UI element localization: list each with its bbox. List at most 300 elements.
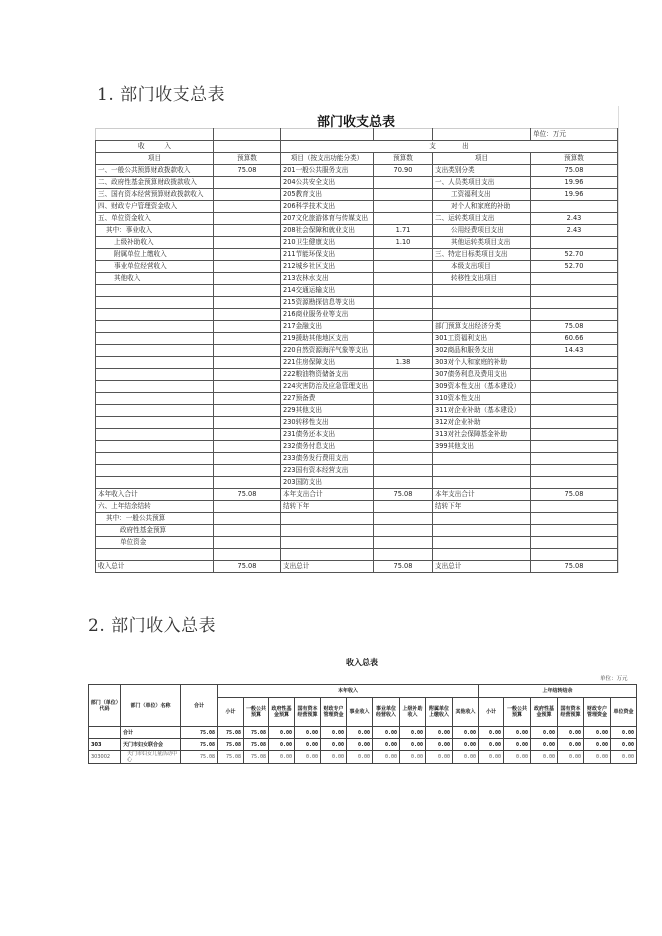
- table-row: [96, 369, 618, 381]
- item-label-cell: 211节能环保支出: [281, 249, 374, 261]
- budget-amount-cell: [374, 249, 433, 261]
- item-label-cell: 部门预算支出经济分类: [433, 321, 531, 333]
- budget-amount-cell: [531, 537, 618, 549]
- item-label-cell: [96, 453, 214, 465]
- item-label-cell: 支出总计: [433, 561, 531, 573]
- budget-amount-cell: [531, 525, 618, 537]
- table-row: [96, 261, 618, 273]
- col-header-current: 小计: [218, 698, 244, 727]
- item-label-cell: 本年支出合计: [433, 489, 531, 501]
- amount-cell: 0.00: [321, 739, 347, 751]
- budget-amount-cell: [214, 381, 281, 393]
- budget-amount-cell: [374, 261, 433, 273]
- amount-cell: 0.00: [584, 739, 611, 751]
- budget-amount-cell: 1.71: [374, 225, 433, 237]
- income-summary-table: [88, 684, 637, 764]
- budget-amount-cell: [531, 453, 618, 465]
- item-label-cell: 附属单位上缴收入: [96, 249, 214, 261]
- amount-cell: 75.08: [218, 727, 244, 739]
- budget-amount-cell: [214, 333, 281, 345]
- col-header: 预算数: [531, 153, 618, 165]
- amount-cell: 0.00: [426, 739, 453, 751]
- amount-cell: 0.00: [373, 739, 400, 751]
- income-expense-summary-table: [95, 128, 618, 573]
- unit-label: 单位：万元: [531, 129, 618, 141]
- item-label-cell: 其他运转类项目支出: [433, 237, 531, 249]
- amount-cell: 0.00: [295, 739, 321, 751]
- amount-cell: 0.00: [321, 727, 347, 739]
- col-header-current: 财政专户管理资金: [321, 698, 347, 727]
- amount-cell: 0.00: [611, 739, 637, 751]
- item-label-cell: 301工资福利支出: [433, 333, 531, 345]
- amount-cell: 75.08: [218, 739, 244, 751]
- item-label-cell: 206科学技术支出: [281, 201, 374, 213]
- item-label-cell: 205教育支出: [281, 189, 374, 201]
- budget-amount-cell: 1.10: [374, 237, 433, 249]
- table-row: [96, 309, 618, 321]
- item-label-cell: 五、单位资金收入: [96, 213, 214, 225]
- section-heading-1: 1. 部门收支总表: [97, 85, 226, 105]
- unit-row: [96, 129, 618, 141]
- amount-cell: 0.00: [531, 751, 558, 764]
- amount-cell: 0.00: [321, 751, 347, 764]
- table-row: [96, 489, 618, 501]
- budget-amount-cell: 19.96: [531, 177, 618, 189]
- budget-amount-cell: [214, 309, 281, 321]
- col-group-carryover: 上年结转结余: [479, 685, 637, 698]
- budget-amount-cell: 1.38: [374, 357, 433, 369]
- item-label-cell: [433, 477, 531, 489]
- item-label-cell: [96, 369, 214, 381]
- dept-name-cell: 合计: [121, 727, 181, 739]
- item-label-cell: 其中：一般公共预算: [96, 513, 214, 525]
- budget-amount-cell: [214, 273, 281, 285]
- amount-cell: 0.00: [504, 739, 531, 751]
- budget-amount-cell: 19.96: [531, 189, 618, 201]
- item-label-cell: 233债务发行费用支出: [281, 453, 374, 465]
- table-title-income-expense: 部门收支总表: [316, 115, 395, 130]
- budget-amount-cell: [531, 393, 618, 405]
- amount-cell: 0.00: [558, 739, 584, 751]
- amount-cell: 0.00: [558, 727, 584, 739]
- item-label-cell: 收入总计: [96, 561, 214, 573]
- item-label-cell: 三、国有资本经营预算财政拨款收入: [96, 189, 214, 201]
- budget-amount-cell: [214, 549, 281, 561]
- col-header-carryover: 一般公共预算: [504, 698, 531, 727]
- budget-amount-cell: [214, 537, 281, 549]
- item-label-cell: [281, 525, 374, 537]
- budget-amount-cell: [374, 465, 433, 477]
- item-label-cell: 217金融支出: [281, 321, 374, 333]
- item-label-cell: [96, 285, 214, 297]
- budget-amount-cell: 75.08: [374, 489, 433, 501]
- header-row-1: [89, 685, 637, 698]
- col-header-code: 部门（单位）代码: [89, 685, 121, 727]
- item-label-cell: 支出类别分类: [433, 165, 531, 177]
- column-header-row: [96, 153, 618, 165]
- col-header-current: 附属单位上缴收入: [426, 698, 453, 727]
- item-label-cell: 结转下年: [281, 501, 374, 513]
- budget-amount-cell: 75.08: [374, 561, 433, 573]
- table-row: [96, 321, 618, 333]
- table-row: [96, 393, 618, 405]
- table-row: [96, 477, 618, 489]
- item-label-cell: 307债务利息及费用支出: [433, 369, 531, 381]
- table-row: [96, 333, 618, 345]
- item-label-cell: [433, 549, 531, 561]
- item-label-cell: 二、运转类项目支出: [433, 213, 531, 225]
- budget-amount-cell: [214, 477, 281, 489]
- table-title-income: 收入总表: [346, 658, 378, 667]
- income-group-header: 收 入: [96, 141, 214, 153]
- amount-cell: 0.00: [269, 739, 295, 751]
- budget-amount-cell: [531, 237, 618, 249]
- col-header: 项目: [96, 153, 214, 165]
- budget-amount-cell: 75.08: [531, 489, 618, 501]
- budget-amount-cell: 75.08: [214, 561, 281, 573]
- item-label-cell: 本级支出项目: [433, 261, 531, 273]
- item-label-cell: 214交通运输支出: [281, 285, 374, 297]
- amount-cell: 0.00: [531, 739, 558, 751]
- table-row: [96, 237, 618, 249]
- budget-amount-cell: [374, 321, 433, 333]
- budget-amount-cell: [214, 453, 281, 465]
- col-header-current: 事业单位经营收入: [373, 698, 400, 727]
- budget-amount-cell: 2.43: [531, 213, 618, 225]
- amount-cell: 0.00: [453, 727, 479, 739]
- group-header-row: [96, 141, 618, 153]
- amount-cell: 75.08: [181, 751, 218, 764]
- budget-amount-cell: [374, 381, 433, 393]
- table-row: [96, 537, 618, 549]
- budget-amount-cell: [214, 405, 281, 417]
- amount-cell: 75.08: [181, 727, 218, 739]
- item-label-cell: 222粮油物资储备支出: [281, 369, 374, 381]
- budget-amount-cell: [531, 297, 618, 309]
- amount-cell: 0.00: [373, 727, 400, 739]
- budget-amount-cell: [531, 405, 618, 417]
- item-label-cell: 转移性支出项目: [433, 273, 531, 285]
- item-label-cell: 312对企业补助: [433, 417, 531, 429]
- table-row: [96, 189, 618, 201]
- table-row: [96, 297, 618, 309]
- col-header: 预算数: [214, 153, 281, 165]
- budget-amount-cell: [531, 501, 618, 513]
- budget-amount-cell: [531, 429, 618, 441]
- col-header-current: 其他收入: [453, 698, 479, 727]
- amount-cell: 0.00: [295, 751, 321, 764]
- amount-cell: 0.00: [269, 727, 295, 739]
- budget-amount-cell: [531, 549, 618, 561]
- item-label-cell: 本年收入合计: [96, 489, 214, 501]
- item-label-cell: [433, 537, 531, 549]
- budget-amount-cell: [214, 393, 281, 405]
- item-label-cell: [433, 513, 531, 525]
- budget-amount-cell: [531, 309, 618, 321]
- item-label-cell: [96, 345, 214, 357]
- col-header-name: 部门（单位）名称: [121, 685, 181, 727]
- item-label-cell: [96, 357, 214, 369]
- budget-amount-cell: [214, 321, 281, 333]
- table-row: [96, 381, 618, 393]
- amount-cell: 0.00: [295, 727, 321, 739]
- table-row: [89, 751, 637, 764]
- budget-amount-cell: [214, 429, 281, 441]
- item-label-cell: 207文化旅游体育与传媒支出: [281, 213, 374, 225]
- amount-cell: 0.00: [479, 727, 504, 739]
- table-row: [96, 441, 618, 453]
- table-row: [96, 453, 618, 465]
- budget-amount-cell: [214, 225, 281, 237]
- budget-amount-cell: 75.08: [531, 165, 618, 177]
- col-header-total: 合计: [181, 685, 218, 727]
- item-label-cell: 本年支出合计: [281, 489, 374, 501]
- unit-label: 单位：万元: [600, 676, 628, 682]
- dept-code-cell: 303002: [89, 751, 121, 764]
- budget-amount-cell: [374, 345, 433, 357]
- item-label-cell: 227预备费: [281, 393, 374, 405]
- item-label-cell: 230转移性支出: [281, 417, 374, 429]
- item-label-cell: 229其他支出: [281, 405, 374, 417]
- item-label-cell: 220自然资源海洋气象等支出: [281, 345, 374, 357]
- budget-amount-cell: [531, 513, 618, 525]
- budget-amount-cell: [214, 441, 281, 453]
- table-row: [96, 465, 618, 477]
- budget-amount-cell: [374, 393, 433, 405]
- budget-amount-cell: [374, 201, 433, 213]
- amount-cell: 0.00: [400, 751, 426, 764]
- col-header: 项目（按支出功能分类）: [281, 153, 374, 165]
- item-label-cell: [281, 549, 374, 561]
- budget-amount-cell: [531, 285, 618, 297]
- budget-amount-cell: [374, 513, 433, 525]
- budget-amount-cell: [374, 477, 433, 489]
- budget-amount-cell: [214, 297, 281, 309]
- budget-amount-cell: [374, 501, 433, 513]
- budget-amount-cell: 60.66: [531, 333, 618, 345]
- item-label-cell: 399其他支出: [433, 441, 531, 453]
- budget-amount-cell: [374, 273, 433, 285]
- amount-cell: 0.00: [426, 751, 453, 764]
- dept-name-cell: 天门市妇女联合会: [121, 739, 181, 751]
- item-label-cell: 公用经费项目支出: [433, 225, 531, 237]
- table-row: [96, 561, 618, 573]
- item-label-cell: 310资本性支出: [433, 393, 531, 405]
- budget-amount-cell: [374, 213, 433, 225]
- budget-amount-cell: [214, 285, 281, 297]
- budget-amount-cell: 52.70: [531, 249, 618, 261]
- col-header: 预算数: [374, 153, 433, 165]
- item-label-cell: 上级补助收入: [96, 237, 214, 249]
- table-row: [96, 501, 618, 513]
- item-label-cell: [96, 549, 214, 561]
- item-label-cell: [433, 297, 531, 309]
- amount-cell: 75.08: [244, 751, 269, 764]
- item-label-cell: [96, 309, 214, 321]
- table-row: [96, 357, 618, 369]
- item-label-cell: [433, 465, 531, 477]
- budget-amount-cell: 75.08: [214, 489, 281, 501]
- item-label-cell: 208社会保障和就业支出: [281, 225, 374, 237]
- amount-cell: 0.00: [479, 739, 504, 751]
- budget-amount-cell: [374, 177, 433, 189]
- amount-cell: 75.08: [181, 739, 218, 751]
- amount-cell: 0.00: [426, 727, 453, 739]
- budget-amount-cell: [214, 177, 281, 189]
- budget-amount-cell: [214, 513, 281, 525]
- dept-code-cell: [89, 727, 121, 739]
- item-label-cell: 一、人员类项目支出: [433, 177, 531, 189]
- dept-name-cell: 天门市妇女儿童活动中心: [121, 751, 181, 764]
- item-label-cell: 219援助其他地区支出: [281, 333, 374, 345]
- amount-cell: 0.00: [453, 739, 479, 751]
- item-label-cell: 231债务还本支出: [281, 429, 374, 441]
- item-label-cell: 216商业服务业等支出: [281, 309, 374, 321]
- budget-amount-cell: 70.90: [374, 165, 433, 177]
- col-header-current: 事业收入: [347, 698, 373, 727]
- item-label-cell: [96, 393, 214, 405]
- budget-amount-cell: [374, 297, 433, 309]
- col-header-carryover: 小计: [479, 698, 504, 727]
- budget-amount-cell: [531, 201, 618, 213]
- item-label-cell: 212城乡社区支出: [281, 261, 374, 273]
- budget-amount-cell: [531, 369, 618, 381]
- budget-amount-cell: [531, 273, 618, 285]
- table-row: [96, 225, 618, 237]
- amount-cell: 0.00: [347, 739, 373, 751]
- budget-amount-cell: [531, 441, 618, 453]
- budget-amount-cell: [214, 369, 281, 381]
- budget-amount-cell: [214, 465, 281, 477]
- table-row: [96, 213, 618, 225]
- item-label-cell: [96, 417, 214, 429]
- item-label-cell: [433, 309, 531, 321]
- budget-amount-cell: [214, 249, 281, 261]
- item-label-cell: 政府性基金预算: [96, 525, 214, 537]
- table-row: [96, 417, 618, 429]
- item-label-cell: 二、政府性基金预算财政拨款收入: [96, 177, 214, 189]
- item-label-cell: [281, 537, 374, 549]
- item-label-cell: [96, 441, 214, 453]
- budget-amount-cell: [531, 465, 618, 477]
- amount-cell: 0.00: [400, 739, 426, 751]
- budget-amount-cell: [531, 381, 618, 393]
- item-label-cell: [96, 297, 214, 309]
- item-label-cell: [433, 453, 531, 465]
- amount-cell: 0.00: [584, 751, 611, 764]
- table-row: [96, 273, 618, 285]
- section-heading-2: 2. 部门收入总表: [88, 616, 217, 636]
- col-header-current: 一般公共预算: [244, 698, 269, 727]
- budget-amount-cell: [374, 537, 433, 549]
- budget-amount-cell: [374, 525, 433, 537]
- budget-amount-cell: [214, 213, 281, 225]
- item-label-cell: 工资福利支出: [433, 189, 531, 201]
- item-label-cell: 其中：事业收入: [96, 225, 214, 237]
- item-label-cell: 四、财政专户管理资金收入: [96, 201, 214, 213]
- dept-code-cell: 303: [89, 739, 121, 751]
- table-row: [96, 429, 618, 441]
- table-row: [96, 549, 618, 561]
- amount-cell: 0.00: [347, 727, 373, 739]
- budget-amount-cell: [531, 477, 618, 489]
- item-label-cell: 六、上年结余结转: [96, 501, 214, 513]
- table-row: [96, 177, 618, 189]
- budget-amount-cell: 75.08: [531, 321, 618, 333]
- col-header-carryover: 国有资本经营预算: [558, 698, 584, 727]
- col-group-current-year: 本年收入: [218, 685, 479, 698]
- item-label-cell: 支出总计: [281, 561, 374, 573]
- col-header-current: 上级补助收入: [400, 698, 426, 727]
- item-label-cell: 223国有资本经营支出: [281, 465, 374, 477]
- item-label-cell: 215资源勘探信息等支出: [281, 297, 374, 309]
- item-label-cell: [96, 333, 214, 345]
- table-row: [96, 513, 618, 525]
- amount-cell: 75.08: [244, 727, 269, 739]
- table-row: [96, 525, 618, 537]
- amount-cell: 0.00: [611, 727, 637, 739]
- amount-cell: 0.00: [347, 751, 373, 764]
- amount-cell: 0.00: [531, 727, 558, 739]
- item-label-cell: [433, 285, 531, 297]
- budget-amount-cell: [214, 501, 281, 513]
- budget-amount-cell: 52.70: [531, 261, 618, 273]
- budget-amount-cell: [374, 453, 433, 465]
- item-label-cell: 232债务付息支出: [281, 441, 374, 453]
- item-label-cell: 210卫生健康支出: [281, 237, 374, 249]
- budget-amount-cell: [374, 441, 433, 453]
- budget-amount-cell: [214, 201, 281, 213]
- budget-amount-cell: [531, 357, 618, 369]
- col-header-carryover: 政府性基金预算: [531, 698, 558, 727]
- item-label-cell: 结转下年: [433, 501, 531, 513]
- item-label-cell: [96, 405, 214, 417]
- budget-amount-cell: [531, 417, 618, 429]
- budget-amount-cell: [214, 237, 281, 249]
- budget-amount-cell: [374, 189, 433, 201]
- amount-cell: 0.00: [453, 751, 479, 764]
- item-label-cell: 311对企业补助（基本建设）: [433, 405, 531, 417]
- amount-cell: 75.08: [244, 739, 269, 751]
- item-label-cell: [433, 525, 531, 537]
- amount-cell: 75.08: [218, 751, 244, 764]
- amount-cell: 0.00: [373, 751, 400, 764]
- table-row: [89, 739, 637, 751]
- item-label-cell: [96, 477, 214, 489]
- budget-amount-cell: [374, 549, 433, 561]
- item-label-cell: 其他收入: [96, 273, 214, 285]
- table-row: [89, 727, 637, 739]
- item-label-cell: 221住房保障支出: [281, 357, 374, 369]
- item-label-cell: 事业单位经营收入: [96, 261, 214, 273]
- item-label-cell: [96, 465, 214, 477]
- budget-amount-cell: 75.08: [214, 165, 281, 177]
- item-label-cell: [96, 429, 214, 441]
- item-label-cell: 302商品和服务支出: [433, 345, 531, 357]
- budget-amount-cell: [214, 357, 281, 369]
- col-header-carryover: 单位资金: [611, 698, 637, 727]
- budget-amount-cell: [374, 285, 433, 297]
- budget-amount-cell: [214, 417, 281, 429]
- col-header-current: 国有资本经营预算: [295, 698, 321, 727]
- amount-cell: 0.00: [400, 727, 426, 739]
- budget-amount-cell: [214, 525, 281, 537]
- table-row: [96, 345, 618, 357]
- budget-amount-cell: 2.43: [531, 225, 618, 237]
- budget-amount-cell: [374, 309, 433, 321]
- amount-cell: 0.00: [269, 751, 295, 764]
- amount-cell: 0.00: [504, 727, 531, 739]
